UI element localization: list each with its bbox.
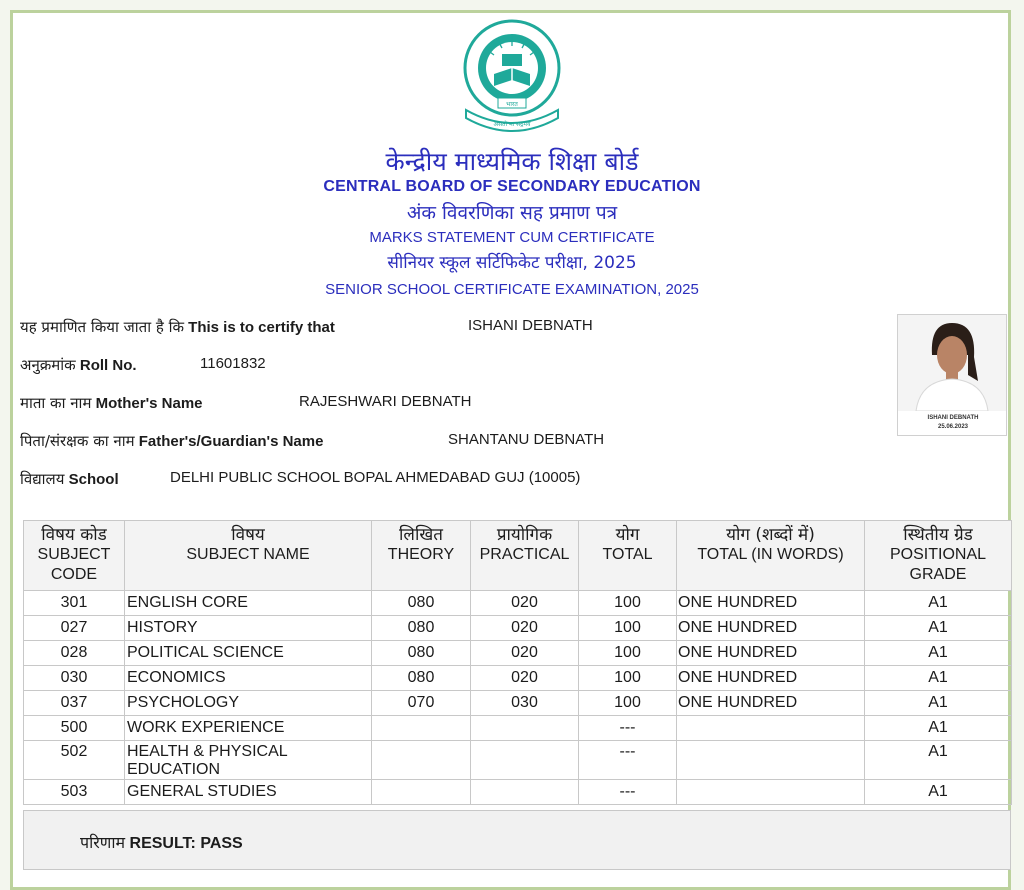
cell-total: 100 (579, 641, 677, 666)
cell-theory: 080 (372, 616, 471, 641)
cell-total: 100 (579, 666, 677, 691)
cell-practical: 030 (471, 691, 579, 716)
board-title-english: CENTRAL BOARD OF SECONDARY EDUCATION (323, 178, 701, 195)
cell-total-words (677, 716, 865, 741)
cell-grade: A1 (865, 716, 1012, 741)
cell-total-words (677, 741, 865, 780)
cell-code: 500 (24, 716, 125, 741)
table-row (24, 691, 1012, 716)
cell-code: 028 (24, 641, 125, 666)
cell-total: 100 (579, 616, 677, 641)
roll-field (20, 355, 266, 375)
header-subject-code: विषय कोड SUBJECT CODE (24, 521, 125, 591)
father-label-hindi: पिता/संरक्षक का नाम (20, 432, 135, 450)
cell-total-words: ONE HUNDRED (677, 616, 865, 641)
cell-grade: A1 (865, 780, 1012, 805)
school-name: DELHI PUBLIC SCHOOL BOPAL AHMEDABAD GUJ (10005) (170, 469, 581, 486)
result-label-english: RESULT: (129, 835, 196, 852)
cell-theory (372, 741, 471, 780)
cell-subject: ECONOMICS (125, 666, 372, 691)
mother-name: RAJESHWARI DEBNATH (299, 393, 472, 410)
cell-code: 502 (24, 741, 125, 780)
cell-code: 503 (24, 780, 125, 805)
cell-subject (125, 741, 372, 780)
cell-grade: A1 (865, 641, 1012, 666)
father-label-english: Father's/Guardian's Name (138, 433, 324, 450)
cell-subject: GENERAL STUDIES (125, 780, 372, 805)
exam-title-hindi: सीनियर स्कूल सर्टिफिकेट परीक्षा, 2025 (387, 253, 637, 273)
photo-caption-name: ISHANI DEBNATH (927, 415, 979, 421)
cell-practical: 020 (471, 616, 579, 641)
cell-theory: 080 (372, 666, 471, 691)
cell-total: --- (579, 741, 677, 780)
header-total-words: योग (शब्दों में) TOTAL (IN WORDS) (677, 521, 865, 591)
table-row (24, 616, 1012, 641)
certify-label-hindi: यह प्रमाणित किया जाता है कि (20, 318, 184, 336)
cell-practical (471, 716, 579, 741)
header-theory: लिखित THEORY (372, 521, 471, 591)
mother-label-hindi: माता का नाम (20, 394, 92, 412)
cell-theory (372, 780, 471, 805)
cell-total-words: ONE HUNDRED (677, 591, 865, 616)
cell-practical (471, 780, 579, 805)
cell-theory: 080 (372, 591, 471, 616)
statement-title-english: MARKS STATEMENT CUM CERTIFICATE (369, 229, 655, 246)
statement-title-hindi: अंक विवरणिका सह प्रमाण पत्र (406, 202, 618, 224)
result-text (80, 831, 243, 853)
table-row (24, 641, 1012, 666)
cell-subject: WORK EXPERIENCE (125, 716, 372, 741)
cell-code: 037 (24, 691, 125, 716)
cell-total: 100 (579, 591, 677, 616)
table-header-row (24, 521, 1012, 591)
cell-subject: HISTORY (125, 616, 372, 641)
mother-label-english: Mother's Name (95, 395, 203, 412)
table-row (24, 741, 1012, 780)
cbse-emblem-icon (458, 18, 566, 142)
emblem-motto: असतो मा सद्गमय (493, 121, 531, 128)
school-label-english: School (68, 471, 119, 488)
student-photo (897, 314, 1007, 436)
roll-label-hindi: अनुक्रमांक (20, 356, 76, 374)
result-label-hindi: परिणाम (80, 833, 126, 852)
table-row (24, 716, 1012, 741)
cell-total-words (677, 780, 865, 805)
cell-theory: 080 (372, 641, 471, 666)
school-field (20, 469, 581, 489)
cell-grade: A1 (865, 691, 1012, 716)
marks-table (23, 520, 1012, 805)
certify-field (20, 317, 593, 337)
cell-subject-line1: HEALTH & PHYSICAL (127, 743, 288, 760)
header-positional-grade: स्थितीय ग्रेड POSITIONAL GRADE (865, 521, 1012, 591)
cell-total-words: ONE HUNDRED (677, 691, 865, 716)
mother-field (20, 393, 472, 413)
cell-theory (372, 716, 471, 741)
emblem-label: भारत (506, 101, 518, 108)
roll-label-english: Roll No. (79, 357, 137, 374)
roll-number: 11601832 (200, 355, 266, 372)
photo-caption-date: 25.06.2023 (937, 424, 969, 430)
cell-subject-line2: EDUCATION (127, 761, 221, 778)
board-title-hindi: केन्द्रीय माध्यमिक शिक्षा बोर्ड (385, 147, 639, 176)
cell-total-words: ONE HUNDRED (677, 666, 865, 691)
cell-subject: PSYCHOLOGY (125, 691, 372, 716)
cell-grade: A1 (865, 591, 1012, 616)
school-label-hindi: विद्यालय (20, 470, 65, 488)
student-photo-image (898, 315, 1006, 411)
table-row (24, 666, 1012, 691)
father-field (20, 431, 605, 451)
certify-label-english: This is to certify that (188, 319, 335, 336)
cell-theory: 070 (372, 691, 471, 716)
table-row (24, 591, 1012, 616)
header-total: योग TOTAL (579, 521, 677, 591)
table-row (24, 780, 1012, 805)
cell-practical: 020 (471, 591, 579, 616)
student-name: ISHANI DEBNATH (468, 317, 593, 334)
cell-code: 027 (24, 616, 125, 641)
header-practical: प्रायोगिक PRACTICAL (471, 521, 579, 591)
exam-title-english: SENIOR SCHOOL CERTIFICATE EXAMINATION, 2025 (325, 281, 699, 298)
cell-practical: 020 (471, 666, 579, 691)
result-value: PASS (200, 835, 243, 852)
cell-code: 301 (24, 591, 125, 616)
cell-total-words: ONE HUNDRED (677, 641, 865, 666)
header-subject-name: विषय SUBJECT NAME (125, 521, 372, 591)
cell-code: 030 (24, 666, 125, 691)
cell-total: --- (579, 780, 677, 805)
result-row (23, 810, 1011, 870)
cell-practical: 020 (471, 641, 579, 666)
cell-subject: ENGLISH CORE (125, 591, 372, 616)
cell-grade: A1 (865, 741, 1012, 780)
cell-subject: POLITICAL SCIENCE (125, 641, 372, 666)
cell-grade: A1 (865, 666, 1012, 691)
father-name: SHANTANU DEBNATH (448, 431, 605, 448)
cell-total: 100 (579, 691, 677, 716)
cell-total: --- (579, 716, 677, 741)
cell-practical (471, 741, 579, 780)
cell-grade: A1 (865, 616, 1012, 641)
